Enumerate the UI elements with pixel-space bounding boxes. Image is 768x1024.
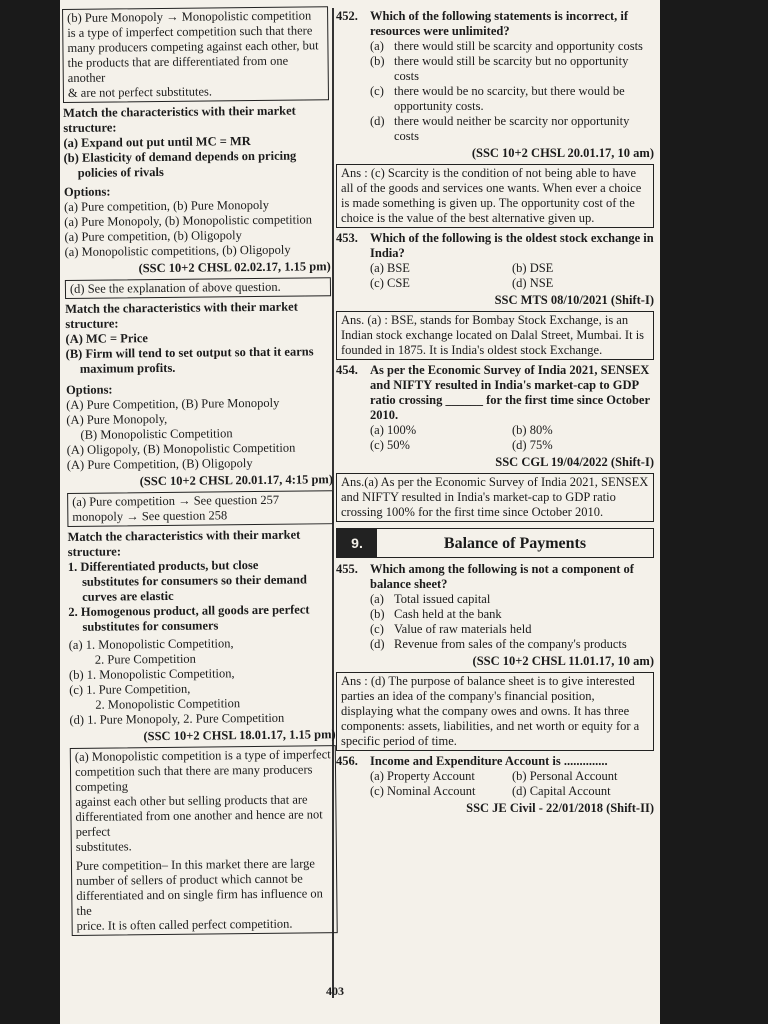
- text-line: differentiated and on single firm has influence on the: [76, 886, 323, 918]
- question-item: substitutes for consumers so their demand: [81, 572, 307, 589]
- question-456: [336, 754, 654, 816]
- option: (a) Pure competition, (b) Oligopoly: [64, 228, 242, 244]
- question-number: 453.: [336, 231, 358, 245]
- option: (A) Pure Monopoly,: [66, 411, 168, 427]
- option: (d) 75%: [512, 438, 553, 452]
- question-454: [336, 363, 654, 522]
- option-text: there would still be scarcity but no opportunity costs: [394, 54, 629, 83]
- option: (a) Pure Monopoly, (b) Monopolistic competition: [64, 212, 313, 229]
- option-key: (b): [370, 54, 385, 68]
- answer-box: [65, 277, 331, 299]
- text-line: (b) Pure Monopoly → Monopolistic competition: [67, 8, 312, 25]
- question-item: curves are elastic: [82, 588, 174, 604]
- section-title: Balance of Payments: [443, 534, 587, 552]
- question-452: [336, 9, 654, 228]
- option-key: (c): [370, 84, 384, 98]
- question-number: 455.: [336, 562, 358, 576]
- exam-source: SSC CGL 19/04/2022 (Shift-I): [495, 455, 654, 469]
- text-line: (d) See the explanation of above question.: [69, 279, 281, 296]
- question-block: [67, 527, 335, 745]
- text-line: competition such that there are many producers competing: [74, 762, 313, 794]
- text-line: (a) Monopolistic competition is a type of imperfect: [74, 747, 331, 764]
- option-text: Total issued capital: [394, 592, 491, 606]
- exam-source: (SSC 10+2 CHSL 18.01.17, 1.15 pm): [143, 727, 336, 744]
- option: (a) Pure competition, (b) Pure Monopoly: [64, 197, 269, 214]
- exam-source: SSC MTS 08/10/2021 (Shift-I): [494, 293, 654, 307]
- option-key: (a): [370, 39, 384, 53]
- option-key: (c): [370, 622, 384, 636]
- question-item: (A) MC = Price: [65, 331, 148, 346]
- section-header: [336, 528, 654, 558]
- options-label: Options:: [63, 184, 111, 199]
- answer-box: [62, 6, 329, 103]
- question-text: structure:: [67, 544, 122, 559]
- question-453: [336, 231, 654, 360]
- page-number: 403: [326, 984, 344, 998]
- option: 2. Monopolistic Competition: [95, 696, 241, 712]
- option: (a) 100%: [370, 423, 417, 437]
- text-line: & are not perfect substitutes.: [67, 84, 213, 100]
- option: (b) 80%: [512, 423, 553, 437]
- answer-box: [67, 490, 333, 527]
- option-text: Value of raw materials held: [394, 622, 532, 636]
- question-number: 456.: [336, 754, 358, 768]
- exam-source: (SSC 10+2 CHSL 02.02.17, 1.15 pm): [138, 259, 331, 276]
- question-item: (a) Expand out put until MC = MR: [63, 134, 251, 150]
- right-column: [336, 6, 654, 818]
- answer-box: Ans : (d) The purpose of balance sheet is to give interested parties an idea of the company's financial position, displaying what the company owes and owns. It has three components: assets, liabilities, and net worth or equity for a specific period of time.: [336, 672, 654, 751]
- question-text: structure:: [63, 120, 117, 135]
- text-line: is a type of imperfect competition such that there: [67, 23, 313, 40]
- option: (A) Pure Competition, (B) Oligopoly: [66, 456, 253, 472]
- question-block: [63, 103, 331, 277]
- option-text: there would neither be scarcity nor opportunity costs: [394, 114, 630, 143]
- exam-source: (SSC 10+2 CHSL 20.01.17, 10 am): [471, 146, 654, 160]
- question-number: 454.: [336, 363, 358, 377]
- options-label: Options:: [65, 382, 113, 397]
- option: (b) DSE: [512, 261, 554, 275]
- text-line: the products that are differentiated from one another: [67, 53, 289, 85]
- question-text: Which of the following is the oldest stock exchange in India?: [370, 231, 654, 260]
- question-text: structure:: [65, 316, 119, 331]
- option-text: Revenue from sales of the company's products: [394, 637, 627, 651]
- question-item: 2. Homogenous product, all goods are perfect: [68, 602, 310, 619]
- option: (a) Property Account: [370, 769, 475, 783]
- option: (c) CSE: [370, 276, 410, 290]
- question-text: Match the characteristics with their market: [65, 299, 298, 316]
- text-line: Pure competition– In this market there are large: [75, 856, 316, 873]
- question-number: 452.: [336, 9, 358, 23]
- text-line: against each other but selling products that are: [75, 792, 308, 809]
- question-block: [65, 299, 333, 490]
- question-text: Which among the following is not a component of balance sheet?: [370, 562, 634, 591]
- option: (a) Monopolistic competitions, (b) Oligopoly: [64, 242, 291, 259]
- exam-source: (SSC 10+2 CHSL 11.01.17, 10 am): [472, 654, 654, 668]
- option: (c) 50%: [370, 438, 410, 452]
- question-item: substitutes for consumers: [82, 618, 219, 634]
- text-line: substitutes.: [75, 839, 132, 854]
- answer-box: Ans.(a) As per the Economic Survey of India 2021, SENSEX and NIFTY resulted in India's market-cap to GDP ratio crossing 100% for the first time since October 2010.: [336, 473, 654, 522]
- option: (c) 1. Pure Competition,: [69, 681, 191, 697]
- question-text: As per the Economic Survey of India 2021, SENSEX and NIFTY resulted in India's market-cap to GDP ratio crossing ______ for the first time since October 2010.: [370, 363, 650, 422]
- question-item: 1. Differentiated products, but close: [67, 557, 259, 574]
- answer-box: Ans. (a) : BSE, stands for Bombay Stock Exchange, is an Indian stock exchange located on Dalal Street, Mumbai. It is founded in 1875. It is India's oldest stock Exchange.: [336, 311, 654, 360]
- text-line: number of sellers of product which cannot be: [76, 871, 303, 888]
- exam-source: (SSC 10+2 CHSL 20.01.17, 4:15 pm): [139, 472, 334, 489]
- option-key: (a): [370, 592, 384, 606]
- option-text: there would be no scarcity, but there would be opportunity costs.: [394, 84, 625, 113]
- text-line: differentiated from one another and hence are not perfect: [75, 807, 323, 839]
- book-page: [60, 0, 660, 1024]
- option: (d) NSE: [512, 276, 554, 290]
- left-column: [62, 3, 338, 939]
- option: (A) Oligopoly, (B) Monopolistic Competition: [66, 440, 296, 457]
- option-text: Cash held at the bank: [394, 607, 502, 621]
- answer-box: Ans : (c) Scarcity is the condition of not being able to have all of the goods and services one wants. When ever a choice is made something is given up. The opportunity cost of the choice is the value of the best alternative given up.: [336, 164, 654, 228]
- question-text: Match the characteristics with their market: [63, 103, 296, 120]
- option: (b) Personal Account: [512, 769, 618, 783]
- option: (b) 1. Monopolistic Competition,: [68, 666, 235, 682]
- option-key: (d): [370, 114, 385, 128]
- option: (a) 1. Monopolistic Competition,: [68, 636, 234, 652]
- answer-box: [70, 745, 338, 936]
- question-item: policies of rivals: [77, 164, 164, 180]
- question-item: (b) Elasticity of demand depends on pricing: [63, 148, 297, 165]
- option: (A) Pure Competition, (B) Pure Monopoly: [66, 395, 280, 412]
- exam-source: SSC JE Civil - 22/01/2018 (Shift-II): [466, 801, 654, 815]
- text-line: price. It is often called perfect competition.: [76, 916, 293, 933]
- question-item: (B) Firm will tend to set output so that it earns: [65, 344, 314, 361]
- option-key: (b): [370, 607, 385, 621]
- option: (B) Monopolistic Competition: [80, 426, 233, 442]
- text-line: many producers competing against each other, but: [67, 38, 319, 55]
- question-text: Income and Expenditure Account is ..............: [370, 754, 608, 768]
- question-item: maximum profits.: [79, 360, 176, 376]
- option-key: (d): [370, 637, 385, 651]
- option: (d) 1. Pure Monopoly, 2. Pure Competition: [69, 710, 285, 727]
- option: (d) Capital Account: [512, 784, 611, 798]
- section-number: 9.: [337, 529, 377, 557]
- option: (a) BSE: [370, 261, 410, 275]
- option: (c) Nominal Account: [370, 784, 476, 798]
- text-line: monopoly → See question 258: [72, 508, 228, 524]
- text-line: (a) Pure competition → See question 257: [72, 492, 280, 509]
- question-455: [336, 562, 654, 751]
- option: 2. Pure Competition: [94, 651, 196, 667]
- question-text: Which of the following statements is incorrect, if resources were unlimited?: [370, 9, 629, 38]
- option-text: there would still be scarcity and opportunity costs: [394, 39, 643, 53]
- question-text: Match the characteristics with their market: [67, 527, 301, 544]
